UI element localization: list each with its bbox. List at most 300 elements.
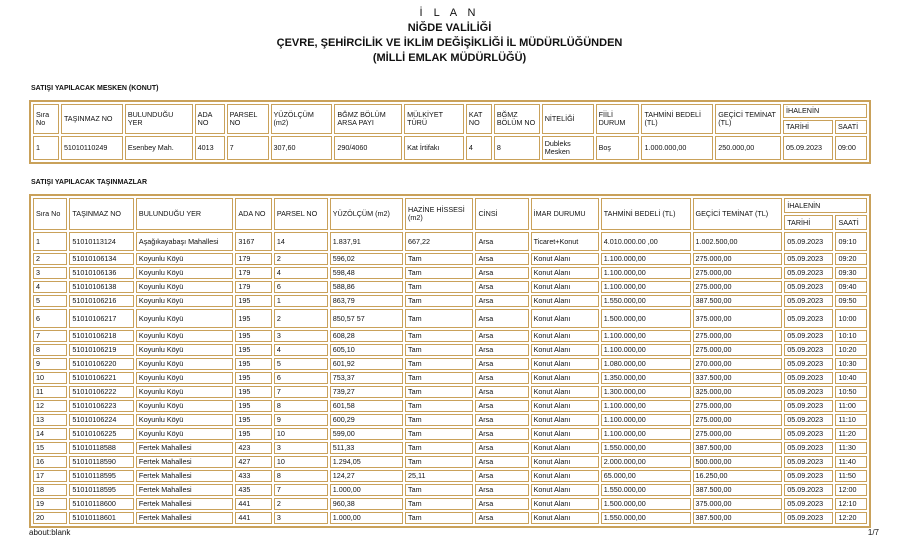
cell-sira: 15 — [33, 442, 67, 454]
cell-hazine: Tam — [405, 281, 473, 293]
col-ihale: İHALENİN — [784, 198, 867, 213]
cell-tahmini: 1.550.000,00 — [601, 512, 691, 524]
cell-gecici: 16.250,00 — [693, 470, 783, 482]
cell-imar: Konut Alanı — [531, 456, 599, 468]
col-gecici: GEÇİCİ TEMİNAT (TL) — [693, 198, 783, 230]
cell-gecici: 270.000,00 — [693, 358, 783, 370]
table-row — [33, 344, 867, 356]
cell-tahmini: 1.100.000,00 — [601, 414, 691, 426]
cell-tasinmaz: 51010106216 — [69, 295, 134, 307]
cell-tahmini: 1.300.000,00 — [601, 386, 691, 398]
cell-gecici: 325.000,00 — [693, 386, 783, 398]
cell-tahmini: 65.000,00 — [601, 470, 691, 482]
cell-gecici: 500.000,00 — [693, 456, 783, 468]
cell-imar: Ticaret+Konut — [531, 232, 599, 251]
footer-url: about:blank — [29, 528, 71, 537]
cell-hazine: Tam — [405, 330, 473, 342]
cell-tarih: 05.09.2023 — [784, 281, 833, 293]
cell-gecici: 387.500,00 — [693, 484, 783, 496]
col-tasinmaz: TAŞINMAZ NO — [69, 198, 134, 230]
cell-sira: 11 — [33, 386, 67, 398]
cell-tasinmaz: 51010106223 — [69, 400, 134, 412]
col-imar: İMAR DURUMU — [531, 198, 599, 230]
cell-tarih: 05.09.2023 — [784, 512, 833, 524]
cell-tahmini: 1.080.000,00 — [601, 358, 691, 370]
cell-sira: 17 — [33, 470, 67, 482]
cell-saat: 12:20 — [835, 512, 867, 524]
cell-tasinmaz: 51010106219 — [69, 344, 134, 356]
cell-bulundugu: Koyunlu Köyü — [136, 295, 233, 307]
cell-parsel: 7 — [274, 386, 328, 398]
cell-sira: 6 — [33, 309, 67, 328]
cell-yuzolcum: 596,02 — [330, 253, 403, 265]
cell-imar: Konut Alanı — [531, 358, 599, 370]
cell-tahmini: 1.100.000,00 — [601, 267, 691, 279]
cell-tasinmaz: 51010118600 — [69, 498, 134, 510]
cell-sira: 14 — [33, 428, 67, 440]
cell-imar: Konut Alanı — [531, 386, 599, 398]
cell-saat: 09:20 — [835, 253, 867, 265]
cell-saat: 10:50 — [835, 386, 867, 398]
header-governorship: NİĞDE VALİLİĞİ — [407, 22, 492, 34]
cell-saat: 11:40 — [835, 456, 867, 468]
cell-tasinmaz: 51010106220 — [69, 358, 134, 370]
cell-tahmini: 1.550.000,00 — [601, 295, 691, 307]
cell-tarih: 05.09.2023 — [784, 232, 833, 251]
col-parsel: PARSEL NO — [227, 104, 269, 134]
cell-ada: 195 — [235, 309, 272, 328]
cell-saat: 10:40 — [835, 372, 867, 384]
cell-tahmini: 1.100.000,00 — [601, 330, 691, 342]
cell-yuzolcum: 1.000,00 — [330, 512, 403, 524]
cell-saat: 10:00 — [835, 309, 867, 328]
cell-tahmini: 1.550.000,00 — [601, 484, 691, 496]
cell-ada: 179 — [235, 267, 272, 279]
cell-tasinmaz: 51010106134 — [69, 253, 134, 265]
cell-saat: 11:50 — [835, 470, 867, 482]
cell-yuzolcum: 601,92 — [330, 358, 403, 370]
cell-gecici: 275.000,00 — [693, 330, 783, 342]
cell-saat: 09:10 — [835, 232, 867, 251]
col-saat: SAATİ — [835, 120, 867, 134]
cell-gecici: 275.000,00 — [693, 414, 783, 426]
cell-bulundugu: Koyunlu Köyü — [136, 267, 233, 279]
cell-saat: 09:40 — [835, 281, 867, 293]
cell-yuzolcum: 598,48 — [330, 267, 403, 279]
cell-hazine: Tam — [405, 484, 473, 496]
cell-tarih: 05.09.2023 — [784, 442, 833, 454]
cell-hazine: Tam — [405, 344, 473, 356]
cell-tasinmaz: 51010118595 — [69, 470, 134, 482]
cell-cinsi: Arsa — [475, 267, 528, 279]
cell-yuzolcum: 605,10 — [330, 344, 403, 356]
section2-title: SATIŞI YAPILACAK TAŞINMAZLAR — [31, 179, 148, 186]
cell-imar: Konut Alanı — [531, 295, 599, 307]
table-row — [33, 253, 867, 265]
col-sira: Sıra No — [33, 104, 59, 134]
col-hazine: HAZİNE HİSSESİ (m2) — [405, 198, 473, 230]
table-row — [33, 330, 867, 342]
cell-bulundugu: Koyunlu Köyü — [136, 344, 233, 356]
cell-hazine: Tam — [405, 442, 473, 454]
cell-bulundugu: Koyunlu Köyü — [136, 281, 233, 293]
cell-tarih: 05.09.2023 — [784, 344, 833, 356]
cell-imar: Konut Alanı — [531, 414, 599, 426]
cell-yuzolcum: 588,86 — [330, 281, 403, 293]
cell-tarih: 05.09.2023 — [783, 136, 833, 160]
cell-tahmini: 1.350.000,00 — [601, 372, 691, 384]
cell-bulundugu: Koyunlu Köyü — [136, 372, 233, 384]
cell-sira: 18 — [33, 484, 67, 496]
cell-yuzolcum: 753,37 — [330, 372, 403, 384]
col-fiili: FİİLİ DURUM — [596, 104, 640, 134]
cell-bulundugu: Koyunlu Köyü — [136, 253, 233, 265]
cell-hazine: 25,11 — [405, 470, 473, 482]
cell-tasinmaz: 51010113124 — [69, 232, 134, 251]
cell-yuzolcum: 863,79 — [330, 295, 403, 307]
table-row — [33, 295, 867, 307]
cell-hazine: Tam — [405, 372, 473, 384]
cell-gecici: 387.500,00 — [693, 512, 783, 524]
cell-bulundugu: Koyunlu Köyü — [136, 400, 233, 412]
cell-imar: Konut Alanı — [531, 442, 599, 454]
cell-bulundugu: Esenbey Mah. — [125, 136, 193, 160]
cell-sira: 3 — [33, 267, 67, 279]
table-row — [33, 400, 867, 412]
cell-fiili: Boş — [596, 136, 640, 160]
cell-tahmini: 1.550.000,00 — [601, 442, 691, 454]
cell-bulundugu: Fertek Mahallesi — [136, 456, 233, 468]
properties-table — [29, 194, 871, 528]
cell-saat: 10:30 — [835, 358, 867, 370]
cell-cinsi: Arsa — [475, 309, 528, 328]
table-row — [33, 136, 867, 160]
cell-hazine: Tam — [405, 428, 473, 440]
cell-yuzolcum: 850,57 57 — [330, 309, 403, 328]
col-mulkiyet: MÜLKİYET TÜRÜ — [404, 104, 464, 134]
cell-gecici: 1.002.500,00 — [693, 232, 783, 251]
header-title: İ L A N — [419, 7, 480, 19]
table-row — [33, 470, 867, 482]
cell-cinsi: Arsa — [475, 253, 528, 265]
cell-imar: Konut Alanı — [531, 512, 599, 524]
cell-tarih: 05.09.2023 — [784, 484, 833, 496]
cell-imar: Konut Alanı — [531, 372, 599, 384]
col-saat: SAATİ — [835, 215, 867, 230]
cell-tahmini: 1.500.000,00 — [601, 498, 691, 510]
cell-ada: 195 — [235, 358, 272, 370]
cell-saat: 10:20 — [835, 344, 867, 356]
cell-tarih: 05.09.2023 — [784, 309, 833, 328]
cell-hazine: Tam — [405, 498, 473, 510]
cell-imar: Konut Alanı — [531, 309, 599, 328]
cell-parsel: 8 — [274, 400, 328, 412]
cell-tahmini: 2.000.000,00 — [601, 456, 691, 468]
cell-saat: 12:00 — [835, 484, 867, 496]
table-row — [33, 484, 867, 496]
col-tahmini: TAHMİNİ BEDELİ (TL) — [641, 104, 713, 134]
cell-tarih: 05.09.2023 — [784, 386, 833, 398]
cell-tahmini: 1.100.000,00 — [601, 253, 691, 265]
cell-tahmini: 1.500.000,00 — [601, 309, 691, 328]
cell-saat: 09:50 — [835, 295, 867, 307]
cell-tahmini: 1.100.000,00 — [601, 400, 691, 412]
cell-ada: 427 — [235, 456, 272, 468]
cell-sira: 8 — [33, 344, 67, 356]
cell-hazine: Tam — [405, 253, 473, 265]
cell-sira: 19 — [33, 498, 67, 510]
cell-ada: 423 — [235, 442, 272, 454]
cell-imar: Konut Alanı — [531, 281, 599, 293]
cell-gecici: 275.000,00 — [693, 267, 783, 279]
cell-yuzolcum: 1.837,91 — [330, 232, 403, 251]
table-row — [33, 456, 867, 468]
cell-sira: 4 — [33, 281, 67, 293]
cell-tahmini: 1.000.000,00 — [641, 136, 713, 160]
cell-parsel: 2 — [274, 498, 328, 510]
cell-tarih: 05.09.2023 — [784, 330, 833, 342]
cell-yuzolcum: 960,38 — [330, 498, 403, 510]
cell-bulundugu: Koyunlu Köyü — [136, 386, 233, 398]
table-row — [33, 281, 867, 293]
cell-tasinmaz: 51010106138 — [69, 281, 134, 293]
cell-tarih: 05.09.2023 — [784, 470, 833, 482]
cell-niteligi: Dubleks Mesken — [542, 136, 594, 160]
col-niteligi: NİTELİĞİ — [542, 104, 594, 134]
cell-tasinmaz: 51010118595 — [69, 484, 134, 496]
col-gecici: GEÇİCİ TEMİNAT (TL) — [715, 104, 781, 134]
cell-bulundugu: Koyunlu Köyü — [136, 358, 233, 370]
col-sira: Sıra No — [33, 198, 67, 230]
cell-hazine: Tam — [405, 400, 473, 412]
cell-sira: 9 — [33, 358, 67, 370]
cell-sira: 13 — [33, 414, 67, 426]
cell-gecici: 387.500,00 — [693, 295, 783, 307]
cell-bgmz-no: 8 — [494, 136, 540, 160]
cell-parsel: 6 — [274, 281, 328, 293]
cell-parsel: 4 — [274, 344, 328, 356]
cell-saat: 11:20 — [835, 428, 867, 440]
cell-sira: 20 — [33, 512, 67, 524]
cell-tahmini: 4.010.000.00 ,00 — [601, 232, 691, 251]
col-ada: ADA NO — [195, 104, 225, 134]
cell-hazine: Tam — [405, 414, 473, 426]
cell-tarih: 05.09.2023 — [784, 428, 833, 440]
cell-tasinmaz: 51010106222 — [69, 386, 134, 398]
cell-yuzolcum: 608,28 — [330, 330, 403, 342]
cell-hazine: Tam — [405, 358, 473, 370]
cell-tasinmaz: 51010118588 — [69, 442, 134, 454]
cell-cinsi: Arsa — [475, 372, 528, 384]
cell-hazine: Tam — [405, 295, 473, 307]
col-bulundugu: BULUNDUĞU YER — [125, 104, 193, 134]
cell-bulundugu: Koyunlu Köyü — [136, 330, 233, 342]
cell-parsel: 10 — [274, 456, 328, 468]
cell-cinsi: Arsa — [475, 330, 528, 342]
cell-cinsi: Arsa — [475, 428, 528, 440]
cell-gecici: 337.500,00 — [693, 372, 783, 384]
table-row — [33, 232, 867, 251]
cell-parsel: 7 — [274, 484, 328, 496]
cell-saat: 10:10 — [835, 330, 867, 342]
cell-tarih: 05.09.2023 — [784, 372, 833, 384]
section1-title: SATIŞI YAPILACAK MESKEN (KONUT) — [31, 85, 159, 92]
col-bulundugu: BULUNDUĞU YER — [136, 198, 233, 230]
cell-mulkiyet: Kat İrtifakı — [404, 136, 464, 160]
col-parsel: PARSEL NO — [274, 198, 328, 230]
cell-gecici: 375.000,00 — [693, 498, 783, 510]
cell-ada: 4013 — [195, 136, 225, 160]
cell-cinsi: Arsa — [475, 512, 528, 524]
cell-hazine: Tam — [405, 267, 473, 279]
cell-cinsi: Arsa — [475, 470, 528, 482]
cell-sira: 12 — [33, 400, 67, 412]
cell-yuzolcum: 739,27 — [330, 386, 403, 398]
cell-tasinmaz: 51010118601 — [69, 512, 134, 524]
cell-tasinmaz: 51010110249 — [61, 136, 123, 160]
cell-sira: 2 — [33, 253, 67, 265]
col-tasinmaz: TAŞINMAZ NO — [61, 104, 123, 134]
cell-ada: 195 — [235, 400, 272, 412]
cell-cinsi: Arsa — [475, 295, 528, 307]
cell-bulundugu: Fertek Mahallesi — [136, 484, 233, 496]
cell-cinsi: Arsa — [475, 414, 528, 426]
cell-tarih: 05.09.2023 — [784, 498, 833, 510]
cell-tarih: 05.09.2023 — [784, 358, 833, 370]
col-yuzolcum: YÜZÖLÇÜM (m2) — [330, 198, 403, 230]
cell-bulundugu: Fertek Mahallesi — [136, 512, 233, 524]
cell-yuzolcum: 307,60 — [271, 136, 333, 160]
cell-tahmini: 1.100.000,00 — [601, 428, 691, 440]
cell-ada: 195 — [235, 414, 272, 426]
cell-yuzolcum: 1.294,05 — [330, 456, 403, 468]
cell-gecici: 275.000,00 — [693, 400, 783, 412]
cell-imar: Konut Alanı — [531, 267, 599, 279]
cell-yuzolcum: 601,58 — [330, 400, 403, 412]
cell-ada: 441 — [235, 498, 272, 510]
cell-bulundugu: Koyunlu Köyü — [136, 428, 233, 440]
cell-bulundugu: Koyunlu Köyü — [136, 309, 233, 328]
cell-yuzolcum: 600,29 — [330, 414, 403, 426]
cell-cinsi: Arsa — [475, 281, 528, 293]
cell-tasinmaz: 51010106218 — [69, 330, 134, 342]
cell-cinsi: Arsa — [475, 456, 528, 468]
cell-ada: 433 — [235, 470, 272, 482]
cell-ada: 179 — [235, 281, 272, 293]
cell-ada: 195 — [235, 344, 272, 356]
cell-saat: 12:10 — [835, 498, 867, 510]
cell-yuzolcum: 1.000,00 — [330, 484, 403, 496]
col-cinsi: CİNSİ — [475, 198, 528, 230]
cell-ada: 195 — [235, 428, 272, 440]
cell-tasinmaz: 51010106224 — [69, 414, 134, 426]
cell-imar: Konut Alanı — [531, 484, 599, 496]
cell-imar: Konut Alanı — [531, 344, 599, 356]
col-yuzolcum: YÜZÖLÇÜM (m2) — [271, 104, 333, 134]
cell-yuzolcum: 599,00 — [330, 428, 403, 440]
cell-kat: 4 — [466, 136, 492, 160]
cell-bulundugu: Fertek Mahallesi — [136, 442, 233, 454]
col-kat: KAT NO — [466, 104, 492, 134]
cell-yuzolcum: 124,27 — [330, 470, 403, 482]
cell-tarih: 05.09.2023 — [784, 456, 833, 468]
table-row — [33, 372, 867, 384]
cell-saat: 11:30 — [835, 442, 867, 454]
cell-parsel: 3 — [274, 442, 328, 454]
cell-tasinmaz: 51010106225 — [69, 428, 134, 440]
cell-gecici: 275.000,00 — [693, 253, 783, 265]
table-row — [33, 267, 867, 279]
header-department: (MİLLİ EMLAK MÜDÜRLÜĞÜ) — [372, 52, 527, 64]
table-row — [33, 498, 867, 510]
cell-imar: Konut Alanı — [531, 253, 599, 265]
cell-cinsi: Arsa — [475, 232, 528, 251]
cell-sira: 1 — [33, 136, 59, 160]
cell-tahmini: 1.100.000,00 — [601, 281, 691, 293]
cell-tarih: 05.09.2023 — [784, 400, 833, 412]
cell-hazine: Tam — [405, 386, 473, 398]
cell-parsel: 7 — [227, 136, 269, 160]
cell-cinsi: Arsa — [475, 344, 528, 356]
cell-tarih: 05.09.2023 — [784, 253, 833, 265]
cell-hazine: 667,22 — [405, 232, 473, 251]
cell-bgmz: 290/4060 — [334, 136, 402, 160]
table-row — [33, 386, 867, 398]
cell-bulundugu: Koyunlu Köyü — [136, 414, 233, 426]
cell-parsel: 3 — [274, 512, 328, 524]
announcement-header — [0, 6, 899, 66]
cell-ada: 179 — [235, 253, 272, 265]
table-row — [33, 428, 867, 440]
cell-imar: Konut Alanı — [531, 470, 599, 482]
cell-cinsi: Arsa — [475, 358, 528, 370]
cell-hazine: Tam — [405, 309, 473, 328]
cell-parsel: 9 — [274, 414, 328, 426]
cell-saat: 09:00 — [835, 136, 867, 160]
cell-bulundugu: Aşağıkayabaşı Mahallesi — [136, 232, 233, 251]
col-tarih: TARİHİ — [784, 215, 833, 230]
cell-parsel: 5 — [274, 358, 328, 370]
page-number: 1/7 — [867, 528, 879, 537]
cell-cinsi: Arsa — [475, 484, 528, 496]
cell-tarih: 05.09.2023 — [784, 295, 833, 307]
cell-parsel: 3 — [274, 330, 328, 342]
cell-imar: Konut Alanı — [531, 400, 599, 412]
cell-sira: 1 — [33, 232, 67, 251]
cell-ada: 195 — [235, 330, 272, 342]
cell-imar: Konut Alanı — [531, 428, 599, 440]
cell-imar: Konut Alanı — [531, 330, 599, 342]
cell-ada: 195 — [235, 386, 272, 398]
cell-gecici: 275.000,00 — [693, 344, 783, 356]
col-ada: ADA NO — [235, 198, 272, 230]
cell-parsel: 2 — [274, 253, 328, 265]
cell-saat: 09:30 — [835, 267, 867, 279]
col-bgmz-no: BĞMZ BÖLÜM NO — [494, 104, 540, 134]
cell-parsel: 2 — [274, 309, 328, 328]
cell-saat: 11:00 — [835, 400, 867, 412]
cell-saat: 11:10 — [835, 414, 867, 426]
cell-tasinmaz: 51010118590 — [69, 456, 134, 468]
cell-ada: 195 — [235, 295, 272, 307]
col-ihale: İHALENİN — [783, 104, 867, 118]
col-bgmz-arsa: BĞMZ BÖLÜM ARSA PAYI — [334, 104, 402, 134]
cell-gecici: 387.500,00 — [693, 442, 783, 454]
table-row — [33, 442, 867, 454]
cell-cinsi: Arsa — [475, 400, 528, 412]
cell-gecici: 375.000,00 — [693, 309, 783, 328]
col-tarih: TARİHİ — [783, 120, 833, 134]
